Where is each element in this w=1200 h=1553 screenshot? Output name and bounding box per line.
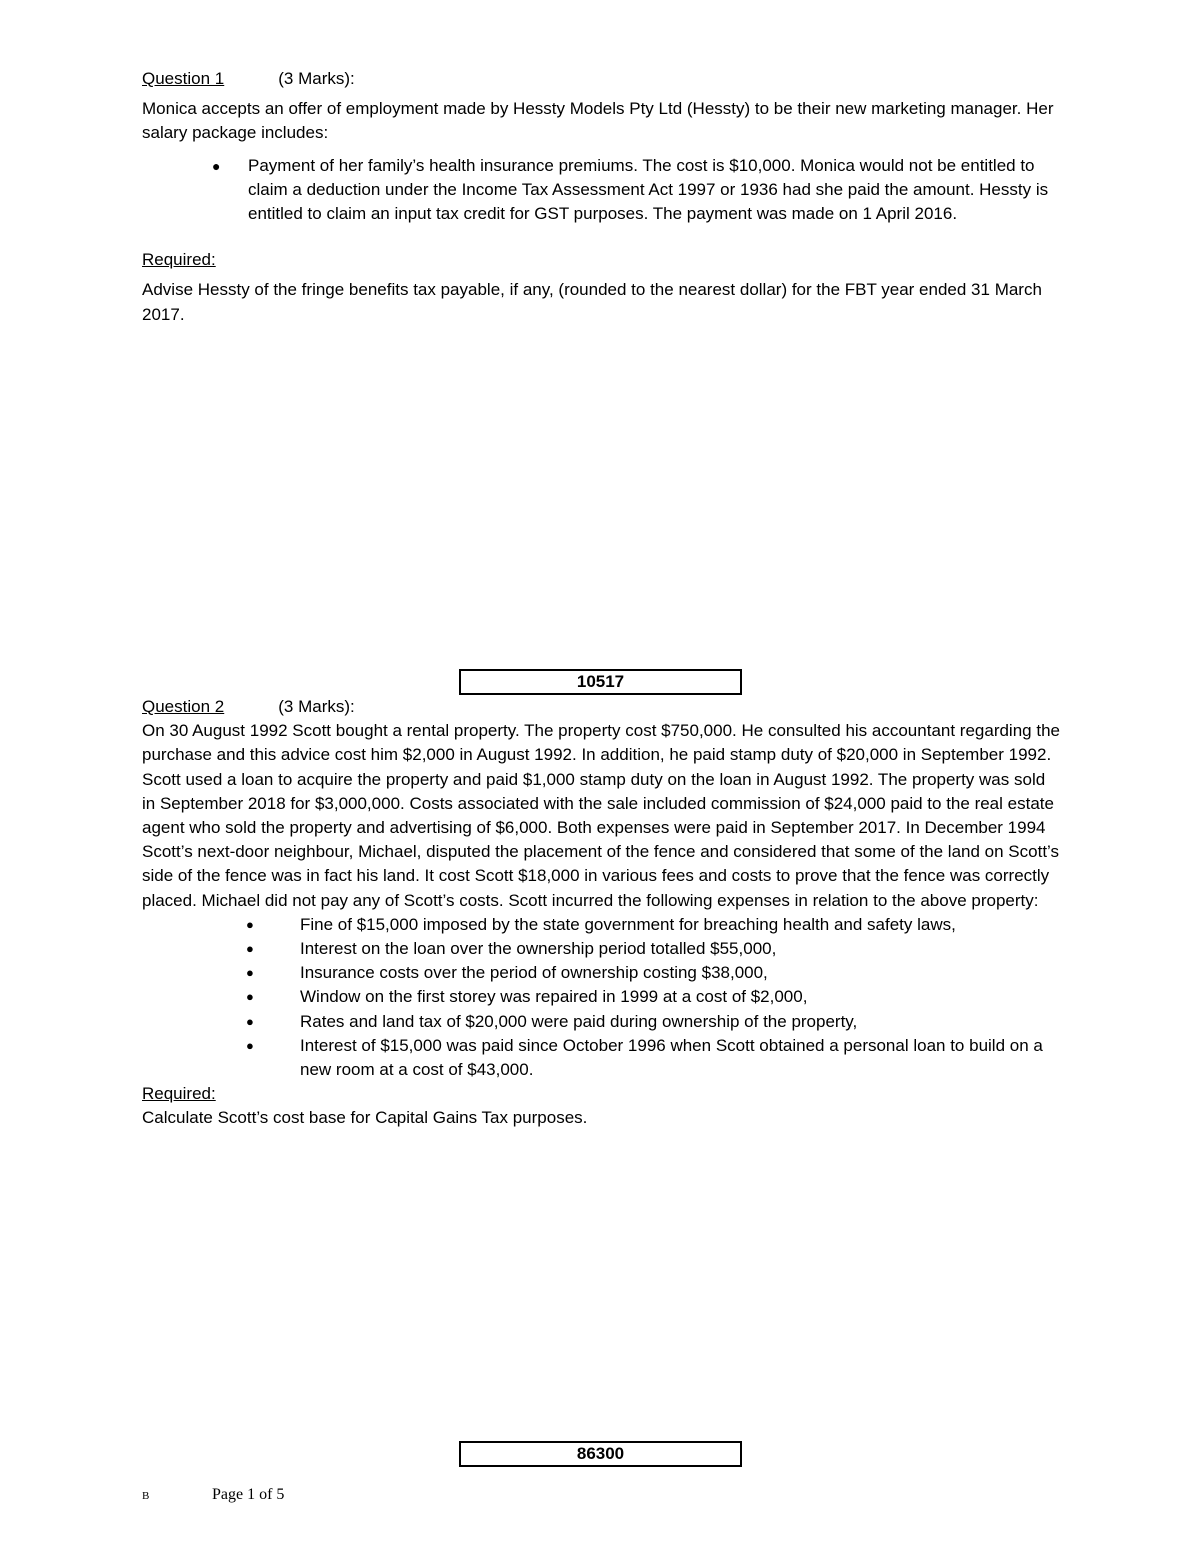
question-1-title: Question 1 — [142, 69, 225, 88]
question-2-bullet-list — [142, 913, 1062, 1082]
question-1-marks: (3 Marks): — [278, 69, 355, 88]
question-2-required-label: Required: — [142, 1084, 216, 1104]
bullet-icon: ● — [246, 1037, 254, 1053]
bullet-icon: ● — [246, 1013, 254, 1029]
page-footer — [142, 1486, 284, 1504]
question-1-section — [142, 67, 1062, 327]
question-2-bullet-item — [142, 1010, 1060, 1034]
question-2-heading — [142, 695, 1062, 719]
question-2-bullet-text: Insurance costs over the period of ownership costing $38,000, — [300, 963, 768, 983]
question-1-heading — [142, 67, 1062, 91]
bullet-icon: ● — [246, 941, 254, 957]
question-2-bullet-item — [142, 961, 1060, 985]
bullet-icon: ● — [212, 157, 221, 174]
page-number: Page 1 of 5 — [212, 1486, 285, 1503]
question-2-bullet-text: Rates and land tax of $20,000 were paid during ownership of the property, — [300, 1011, 858, 1031]
question-2-section — [142, 695, 1062, 1131]
question-1-intro: Monica accepts an offer of employment made by Hessty Models Pty Ltd (Hessty) to be their new marketing manager. Her salary package includes: — [142, 99, 1054, 143]
bullet-icon: ● — [246, 965, 254, 981]
question-2-bullet-item — [142, 913, 1060, 937]
question-1-bullet-list — [142, 154, 1062, 227]
question-2-title: Question 2 — [142, 697, 225, 716]
question-2-bullet-text: Interest on the loan over the ownership period totalled $55,000, — [300, 939, 777, 959]
footer-code: B — [142, 1490, 150, 1502]
bullet-icon: ● — [246, 989, 254, 1005]
question-1-required-label: Required: — [142, 250, 216, 270]
question-2-bullet-item — [142, 937, 1060, 961]
question-2-bullet-text: Fine of $15,000 imposed by the state government for breaching health and safety laws, — [300, 914, 956, 934]
question-2-bullet-item — [142, 1034, 1060, 1082]
question-2-required-text: Calculate Scott’s cost base for Capital Gains Tax purposes. — [142, 1108, 588, 1128]
question-2-bullet-text: Window on the first storey was repaired in 1999 at a cost of $2,000, — [300, 987, 808, 1007]
question-1-answer-box: 10517 — [459, 669, 742, 695]
question-2-answer-box: 86300 — [459, 1441, 742, 1467]
question-2-marks: (3 Marks): — [278, 697, 355, 716]
question-2-body: On 30 August 1992 Scott bought a rental property. The property cost $750,000. He consulted his accountant regarding the purchase and this advice cost him $2,000 in August 1992. In addition, he paid stamp duty of $20,000 in September 1992. Scott used a loan to acquire the property and paid $1,000 stamp duty on the loan in August 1992. The property was sold in September 2018 for $3,000,000. Costs associated with the sale included commission of $24,000 paid to the real estate agent who sold the property and advertising of $6,000. Both expenses were paid in September 2017. In December 1994 Scott’s next-door neighbour, Michael, disputed the placement of the fence and considered that some of the land on Scott’s side of the fence was in fact his land. It cost Scott $18,000 in various fees and costs to prove that the fence was correctly placed. Michael did not pay any of Scott’s costs. Scott incurred the following expenses in relation to the above property: — [142, 721, 1060, 910]
question-1-required-text: Advise Hessty of the fringe benefits tax payable, if any, (rounded to the nearest dollar) for the FBT year ended 31 March 2017. — [142, 280, 1042, 324]
question-1-bullet-item — [142, 154, 1058, 227]
question-1-bullet-text: Payment of her family’s health insurance premiums. The cost is $10,000. Monica would not be entitled to claim a deduction under the Income Tax Assessment Act 1997 or 1936 had she paid the amount. Hessty is entitled to claim an input tax credit for GST purposes. The payment was made on 1 April 2016. — [248, 155, 1049, 224]
question-2-bullet-text: Interest of $15,000 was paid since October 1996 when Scott obtained a personal loan to build on a new room at a cost of $43,000. — [300, 1035, 1043, 1080]
bullet-icon: ● — [246, 916, 254, 932]
question-2-bullet-item — [142, 985, 1060, 1009]
